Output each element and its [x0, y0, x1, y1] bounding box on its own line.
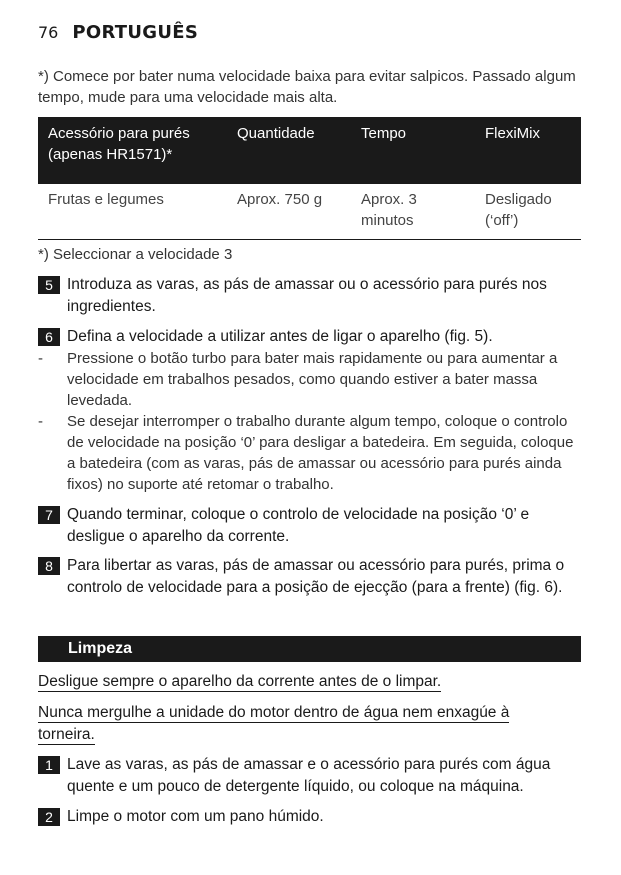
table-cell: Frutas e legumes — [38, 184, 227, 240]
step-text: Quando terminar, coloque o controlo de velocidade na posição ‘0’ e desligue o aparelho da corrente. — [67, 506, 530, 545]
table-cell: Aprox. 750 g — [227, 184, 351, 240]
page-number: 76 — [38, 23, 59, 42]
bullet-text: Pressione o botão turbo para bater mais rapidamente ou para aumentar a velocidade em trabalhos pesados, como quando estiver a bater massa levedada. — [67, 350, 558, 409]
speed-note: *) Comece por bater numa velocidade baixa para evitar salpicos. Passado algum tempo, mude para uma velocidade mais alta. — [38, 68, 576, 106]
step-text: Defina a velocidade a utilizar antes de ligar o aparelho (fig. 5). — [67, 328, 493, 345]
bullet-item — [38, 348, 583, 411]
cleaning-warning — [38, 671, 583, 693]
step-text: Limpe o motor com um pano húmido. — [67, 808, 324, 825]
specs-table — [38, 117, 581, 240]
warning-text: Nunca mergulhe a unidade do motor dentro de água nem enxagúe à torneira. — [38, 704, 510, 743]
step-number-badge: 7 — [38, 506, 60, 524]
bullet-item — [38, 411, 583, 495]
step-number-badge: 2 — [38, 808, 60, 826]
step-number-badge: 1 — [38, 756, 60, 774]
table-cell: Desligado (‘off’) — [475, 184, 581, 240]
cleaning-step-1 — [38, 754, 583, 798]
warning-text: Desligue sempre o aparelho da corrente antes de o limpar. — [38, 673, 442, 690]
step-7 — [38, 504, 583, 548]
step-8 — [38, 555, 583, 599]
bullet-text: Se desejar interromper o trabalho durante algum tempo, coloque o controlo de velocidade na posição ‘0’ para desligar a batedeira. Em seguida, coloque a batedeira (com as varas, pás de amassar ou acessório para purés ainda fixos) no suporte até retomar o trabalho. — [67, 413, 574, 493]
column-header-fleximix: FlexiMix — [475, 117, 581, 184]
step-number-badge: 5 — [38, 276, 60, 294]
section-title: PORTUGUÊS — [72, 22, 199, 43]
table-cell: Aprox. 3 minutos — [351, 184, 475, 240]
bullet-dash: - — [38, 413, 43, 430]
step-text: Lave as varas, as pás de amassar e o acessório para purés com água quente e um pouco de detergente líquido, ou coloque na máquina. — [67, 756, 551, 795]
cleaning-section-heading: Limpeza — [38, 636, 581, 662]
speed-selection-note: *) Seleccionar a velocidade 3 — [38, 246, 233, 263]
table-row — [38, 184, 581, 240]
step-6 — [38, 326, 583, 348]
step-number-badge: 8 — [38, 557, 60, 575]
table-header-row — [38, 117, 581, 184]
step-number-badge: 6 — [38, 328, 60, 346]
bullet-dash: - — [38, 350, 43, 367]
step-5 — [38, 274, 583, 318]
cleaning-warning — [38, 702, 568, 746]
step-text: Introduza as varas, as pás de amassar ou o acessório para purés nos ingredientes. — [67, 276, 547, 315]
cleaning-step-2 — [38, 806, 583, 828]
column-header-quantity: Quantidade — [227, 117, 351, 184]
page-header — [38, 22, 198, 43]
column-header-time: Tempo — [351, 117, 475, 184]
step-text: Para libertar as varas, pás de amassar ou acessório para purés, prima o controlo de velocidade para a posição de ejecção (para a frente) (fig. 6). — [67, 557, 565, 596]
column-header-accessory: Acessório para purés (apenas HR1571)* — [38, 117, 227, 184]
